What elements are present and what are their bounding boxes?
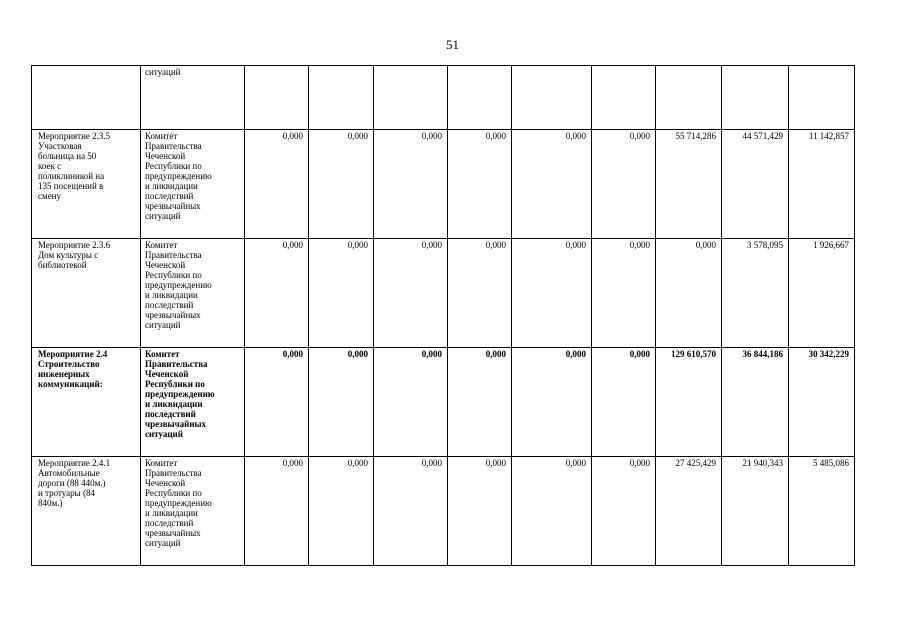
- responsible-org-cell: [141, 130, 245, 239]
- value-text: 0,000: [565, 458, 586, 468]
- value-cell: [374, 457, 448, 566]
- value-text: 0,000: [629, 349, 650, 359]
- value-cell: [448, 457, 512, 566]
- responsible-org-line: чрезвычайных: [145, 201, 201, 211]
- value-cell: [789, 130, 855, 239]
- value-cell: [245, 130, 309, 239]
- measure-name-line: Дом культуры с: [38, 250, 99, 260]
- table-body: [32, 66, 855, 566]
- table-row: [32, 239, 855, 348]
- value-cell: [309, 348, 374, 457]
- value-cell: [309, 66, 374, 130]
- responsible-org-line: Чеченской: [145, 151, 186, 161]
- value-cell: [656, 239, 722, 348]
- responsible-org-line: чрезвычайных: [145, 419, 207, 429]
- responsible-org-line: Чеченской: [145, 478, 186, 488]
- budget-table: [31, 65, 855, 566]
- value-text: 5 485,086: [813, 458, 849, 468]
- measure-name-line: дороги (88 440м.): [38, 478, 106, 488]
- responsible-org-line: Чеченской: [145, 260, 186, 270]
- responsible-org-line: ситуаций: [145, 429, 183, 439]
- value-cell: [309, 130, 374, 239]
- value-text: 27 425,429: [675, 458, 716, 468]
- value-cell: [592, 239, 656, 348]
- responsible-org-line: ситуаций: [145, 320, 181, 330]
- value-text: 36 844,186: [742, 349, 783, 359]
- responsible-org-line: ситуаций: [145, 538, 181, 548]
- measure-name-line: Мероприятие 2.4: [38, 349, 108, 359]
- measure-name-cell: [32, 348, 141, 457]
- measure-name-line: коммуникаций:: [38, 379, 103, 389]
- value-cell: [448, 130, 512, 239]
- value-text: 44 571,429: [742, 131, 783, 141]
- responsible-org-line: ситуаций: [145, 211, 181, 221]
- value-text: 0,000: [485, 458, 506, 468]
- value-cell: [789, 239, 855, 348]
- value-text: 0,000: [629, 131, 650, 141]
- measure-name-line: Мероприятие 2.3.6: [38, 240, 111, 250]
- value-cell: [374, 348, 448, 457]
- value-text: 1 926,667: [813, 240, 849, 250]
- table-row: [32, 130, 855, 239]
- value-cell: [374, 130, 448, 239]
- value-cell: [789, 348, 855, 457]
- value-cell: [722, 130, 789, 239]
- value-cell: [656, 348, 722, 457]
- value-text: 0,000: [347, 458, 368, 468]
- responsible-org-line: предупреждению: [145, 171, 212, 181]
- measure-name-cell: [32, 457, 141, 566]
- measure-name-line: Мероприятие 2.4.1: [38, 458, 111, 468]
- value-cell: [512, 457, 592, 566]
- value-text: 129 610,570: [671, 349, 716, 359]
- responsible-org-line: и ликвидации: [145, 508, 198, 518]
- value-text: 0,000: [695, 240, 716, 250]
- value-cell: [309, 239, 374, 348]
- responsible-org-line: Комитет: [145, 349, 180, 359]
- responsible-org-line: и ликвидации: [145, 181, 198, 191]
- responsible-org-line: последствий: [145, 300, 194, 310]
- responsible-org-line: последствий: [145, 191, 194, 201]
- responsible-org-line: Правительства: [145, 468, 202, 478]
- value-text: 0,000: [629, 240, 650, 250]
- measure-name-line: коек с: [38, 161, 62, 171]
- value-text: 0,000: [421, 131, 442, 141]
- responsible-org-line: чрезвычайных: [145, 310, 201, 320]
- responsible-org-line: предупреждению: [145, 498, 212, 508]
- value-cell: [245, 66, 309, 130]
- value-cell: [512, 130, 592, 239]
- value-cell: [656, 457, 722, 566]
- measure-name-line: поликлиникой на: [38, 171, 105, 181]
- page-number: 51: [446, 37, 459, 52]
- value-text: 0,000: [565, 131, 586, 141]
- value-cell: [722, 457, 789, 566]
- measure-name-cell: [32, 239, 141, 348]
- measure-name-cell: [32, 130, 141, 239]
- value-text: 0,000: [347, 131, 368, 141]
- measure-name-line: Строительство: [38, 359, 100, 369]
- value-cell: [245, 239, 309, 348]
- value-cell: [656, 130, 722, 239]
- value-cell: [592, 348, 656, 457]
- value-cell: [512, 348, 592, 457]
- value-cell: [592, 66, 656, 130]
- value-text: 0,000: [282, 458, 303, 468]
- value-text: 0,000: [485, 349, 506, 359]
- responsible-org-line: чрезвычайных: [145, 528, 201, 538]
- value-cell: [789, 457, 855, 566]
- measure-name-line: 135 посещений в: [38, 181, 104, 191]
- value-cell: [448, 66, 512, 130]
- value-text: 0,000: [347, 349, 368, 359]
- value-cell: [448, 239, 512, 348]
- responsible-org-cell: [141, 348, 245, 457]
- value-cell: [592, 457, 656, 566]
- measure-name-line: и тротуары (84: [38, 488, 95, 498]
- value-cell: [245, 348, 309, 457]
- value-cell: [374, 239, 448, 348]
- responsible-org-line: Чеченской: [145, 369, 189, 379]
- value-text: 0,000: [347, 240, 368, 250]
- responsible-org-line: Правительства: [145, 250, 202, 260]
- value-text: 3 578,095: [747, 240, 783, 250]
- value-text: 55 714,286: [675, 131, 716, 141]
- responsible-org-line: предупреждению: [145, 280, 212, 290]
- measure-name-cell: [32, 66, 141, 130]
- value-text: 0,000: [282, 131, 303, 141]
- measure-name-line: Участковая: [38, 141, 82, 151]
- value-cell: [448, 348, 512, 457]
- responsible-org-line: и ликвидации: [145, 290, 198, 300]
- value-text: 0,000: [629, 458, 650, 468]
- responsible-org-line: Республики по: [145, 379, 205, 389]
- responsible-org-line: и ликвидации: [145, 399, 203, 409]
- value-cell: [722, 66, 789, 130]
- value-cell: [722, 239, 789, 348]
- measure-name-line: Мероприятие 2.3.5: [38, 131, 111, 141]
- value-text: 21 940,343: [742, 458, 783, 468]
- measure-name-line: инженерных: [38, 369, 90, 379]
- responsible-org-line: Правительства: [145, 359, 208, 369]
- value-cell: [512, 239, 592, 348]
- responsible-org-line: Республики по: [145, 488, 202, 498]
- value-text: 0,000: [421, 240, 442, 250]
- measure-name-line: смену: [38, 191, 62, 201]
- value-text: 0,000: [282, 240, 303, 250]
- value-text: 11 142,857: [808, 131, 849, 141]
- value-text: 0,000: [565, 349, 586, 359]
- responsible-org-line: ситуаций: [145, 67, 181, 77]
- value-text: 0,000: [485, 240, 506, 250]
- responsible-org-line: Республики по: [145, 161, 202, 171]
- table-row: [32, 66, 855, 130]
- value-cell: [245, 457, 309, 566]
- measure-name-line: 840м.): [38, 498, 63, 508]
- value-cell: [512, 66, 592, 130]
- value-cell: [374, 66, 448, 130]
- responsible-org-line: последствий: [145, 518, 194, 528]
- responsible-org-line: Комитет: [145, 240, 178, 250]
- responsible-org-line: предупреждению: [145, 389, 215, 399]
- value-cell: [656, 66, 722, 130]
- responsible-org-cell: [141, 457, 245, 566]
- value-cell: [789, 66, 855, 130]
- value-text: 0,000: [485, 131, 506, 141]
- table-row: [32, 457, 855, 566]
- responsible-org-line: последствий: [145, 409, 196, 419]
- table-row: [32, 348, 855, 457]
- measure-name-line: Автомобильные: [38, 468, 100, 478]
- measure-name-line: больница на 50: [38, 151, 97, 161]
- responsible-org-line: Республики по: [145, 270, 202, 280]
- value-text: 0,000: [282, 349, 303, 359]
- value-cell: [722, 348, 789, 457]
- responsible-org-line: Комитет: [145, 131, 178, 141]
- responsible-org-line: Правительства: [145, 141, 202, 151]
- value-text: 0,000: [421, 458, 442, 468]
- responsible-org-cell: [141, 239, 245, 348]
- value-text: 0,000: [421, 349, 442, 359]
- responsible-org-cell: [141, 66, 245, 130]
- responsible-org-line: Комитет: [145, 458, 178, 468]
- value-text: 30 342,229: [808, 349, 849, 359]
- value-cell: [309, 457, 374, 566]
- value-text: 0,000: [565, 240, 586, 250]
- measure-name-line: библиотекой: [38, 260, 87, 270]
- value-cell: [592, 130, 656, 239]
